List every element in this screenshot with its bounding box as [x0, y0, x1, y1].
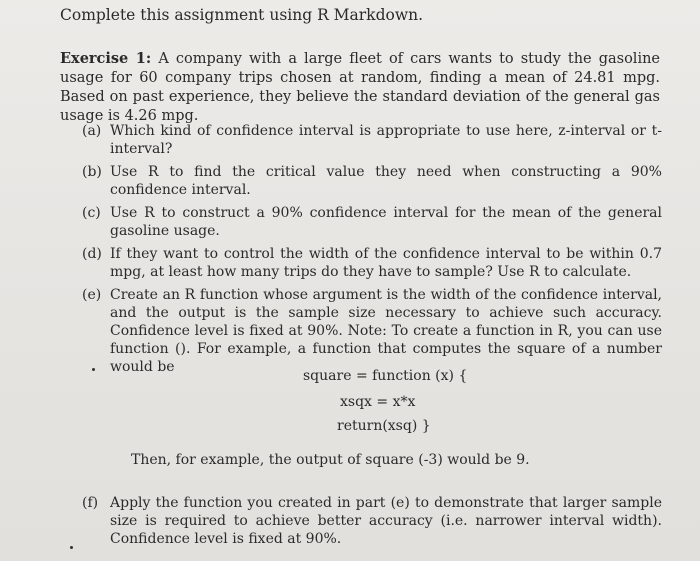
- part-f: [82, 494, 662, 553]
- speck-mark: [92, 368, 95, 371]
- part-label: (f): [82, 495, 99, 511]
- part-c: [82, 204, 662, 240]
- part-text: Create an R function whose argument is the width of the confidence interval, and the output is the sample size necessary to achieve such accuracy. Confidence level is fixed at 90%. Note: To create a function in R, you can use function (). For example, a function that computes the square of a number would be: [110, 287, 662, 375]
- assignment-instruction: Complete this assignment using R Markdown.: [60, 6, 424, 24]
- part-label: (e): [82, 287, 102, 303]
- part-label: (c): [82, 205, 101, 221]
- part-text: Apply the function you created in part (e) to demonstrate that larger sample size is required to achieve better accuracy (i.e. narrower interval width). Confidence level is fixed at 90%.: [110, 495, 662, 547]
- part-label: (b): [82, 164, 102, 180]
- exercise-label: Exercise 1:: [60, 50, 152, 67]
- part-d: [82, 245, 662, 281]
- part-b: [82, 163, 662, 199]
- part-text: Use R to construct a 90% confidence interval for the mean of the general gasoline usage.: [110, 205, 662, 239]
- part-text: If they want to control the width of the confidence interval to be within 0.7 mpg, at least how many trips do they have to sample? Use R to calculate.: [110, 246, 662, 280]
- exercise-intro: [60, 49, 660, 126]
- part-label: (d): [82, 246, 102, 262]
- part-text: Use R to find the critical value they need when constructing a 90% confidence interval.: [110, 164, 662, 198]
- exercise-text: A company with a large fleet of cars wants to study the gasoline usage for 60 company trips chosen at random, finding a mean of 24.81 mpg. Based on past experience, they believe the standard deviation of the general gas usage is 4.26 mpg.: [60, 51, 661, 124]
- code-line: square = function (x) {: [303, 368, 468, 384]
- part-a: [82, 122, 662, 158]
- part-f-item: [82, 494, 662, 548]
- code-line: return(xsq) }: [337, 418, 431, 434]
- followup-text: Then, for example, the output of square (-3) would be 9.: [131, 452, 530, 468]
- part-text: Which kind of confidence interval is appropriate to use here, z-interval or t-interval?: [110, 123, 662, 157]
- code-line: xsqx = x*x: [340, 394, 416, 410]
- exercise-parts: [82, 122, 662, 381]
- speck-mark: [70, 546, 73, 549]
- part-e: [82, 286, 662, 376]
- part-label: (a): [82, 123, 102, 139]
